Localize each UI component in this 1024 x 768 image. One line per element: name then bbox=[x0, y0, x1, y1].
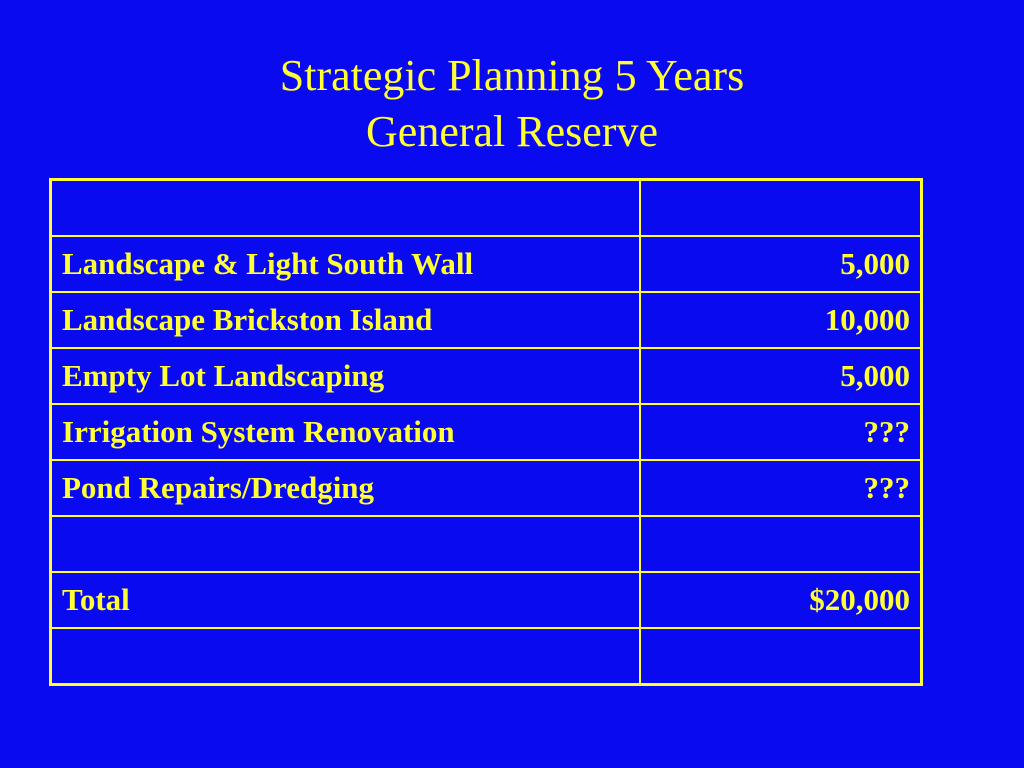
row-value bbox=[640, 516, 922, 572]
table-row bbox=[51, 404, 922, 460]
table-row bbox=[51, 460, 922, 516]
row-label bbox=[51, 628, 641, 685]
row-label: Irrigation System Renovation bbox=[51, 404, 641, 460]
slide-title bbox=[0, 48, 1024, 160]
table-row bbox=[51, 292, 922, 348]
reserve-table bbox=[49, 178, 923, 686]
row-label: Landscape & Light South Wall bbox=[51, 236, 641, 292]
table-row-total bbox=[51, 572, 922, 628]
total-value: $20,000 bbox=[640, 572, 922, 628]
row-value: ??? bbox=[640, 460, 922, 516]
title-line-2: General Reserve bbox=[366, 107, 658, 156]
table-row-blank-bottom bbox=[51, 628, 922, 685]
total-label: Total bbox=[51, 572, 641, 628]
table-row-blank bbox=[51, 516, 922, 572]
row-value: 5,000 bbox=[640, 236, 922, 292]
table-row bbox=[51, 348, 922, 404]
table-row-blank-top bbox=[51, 180, 922, 237]
row-value: ??? bbox=[640, 404, 922, 460]
row-value bbox=[640, 628, 922, 685]
row-value: 10,000 bbox=[640, 292, 922, 348]
row-value: 5,000 bbox=[640, 348, 922, 404]
row-label: Landscape Brickston Island bbox=[51, 292, 641, 348]
table-row bbox=[51, 236, 922, 292]
row-label bbox=[51, 516, 641, 572]
title-line-1: Strategic Planning 5 Years bbox=[279, 51, 745, 100]
row-label bbox=[51, 180, 641, 237]
row-label: Empty Lot Landscaping bbox=[51, 348, 641, 404]
row-value bbox=[640, 180, 922, 237]
row-label: Pond Repairs/Dredging bbox=[51, 460, 641, 516]
